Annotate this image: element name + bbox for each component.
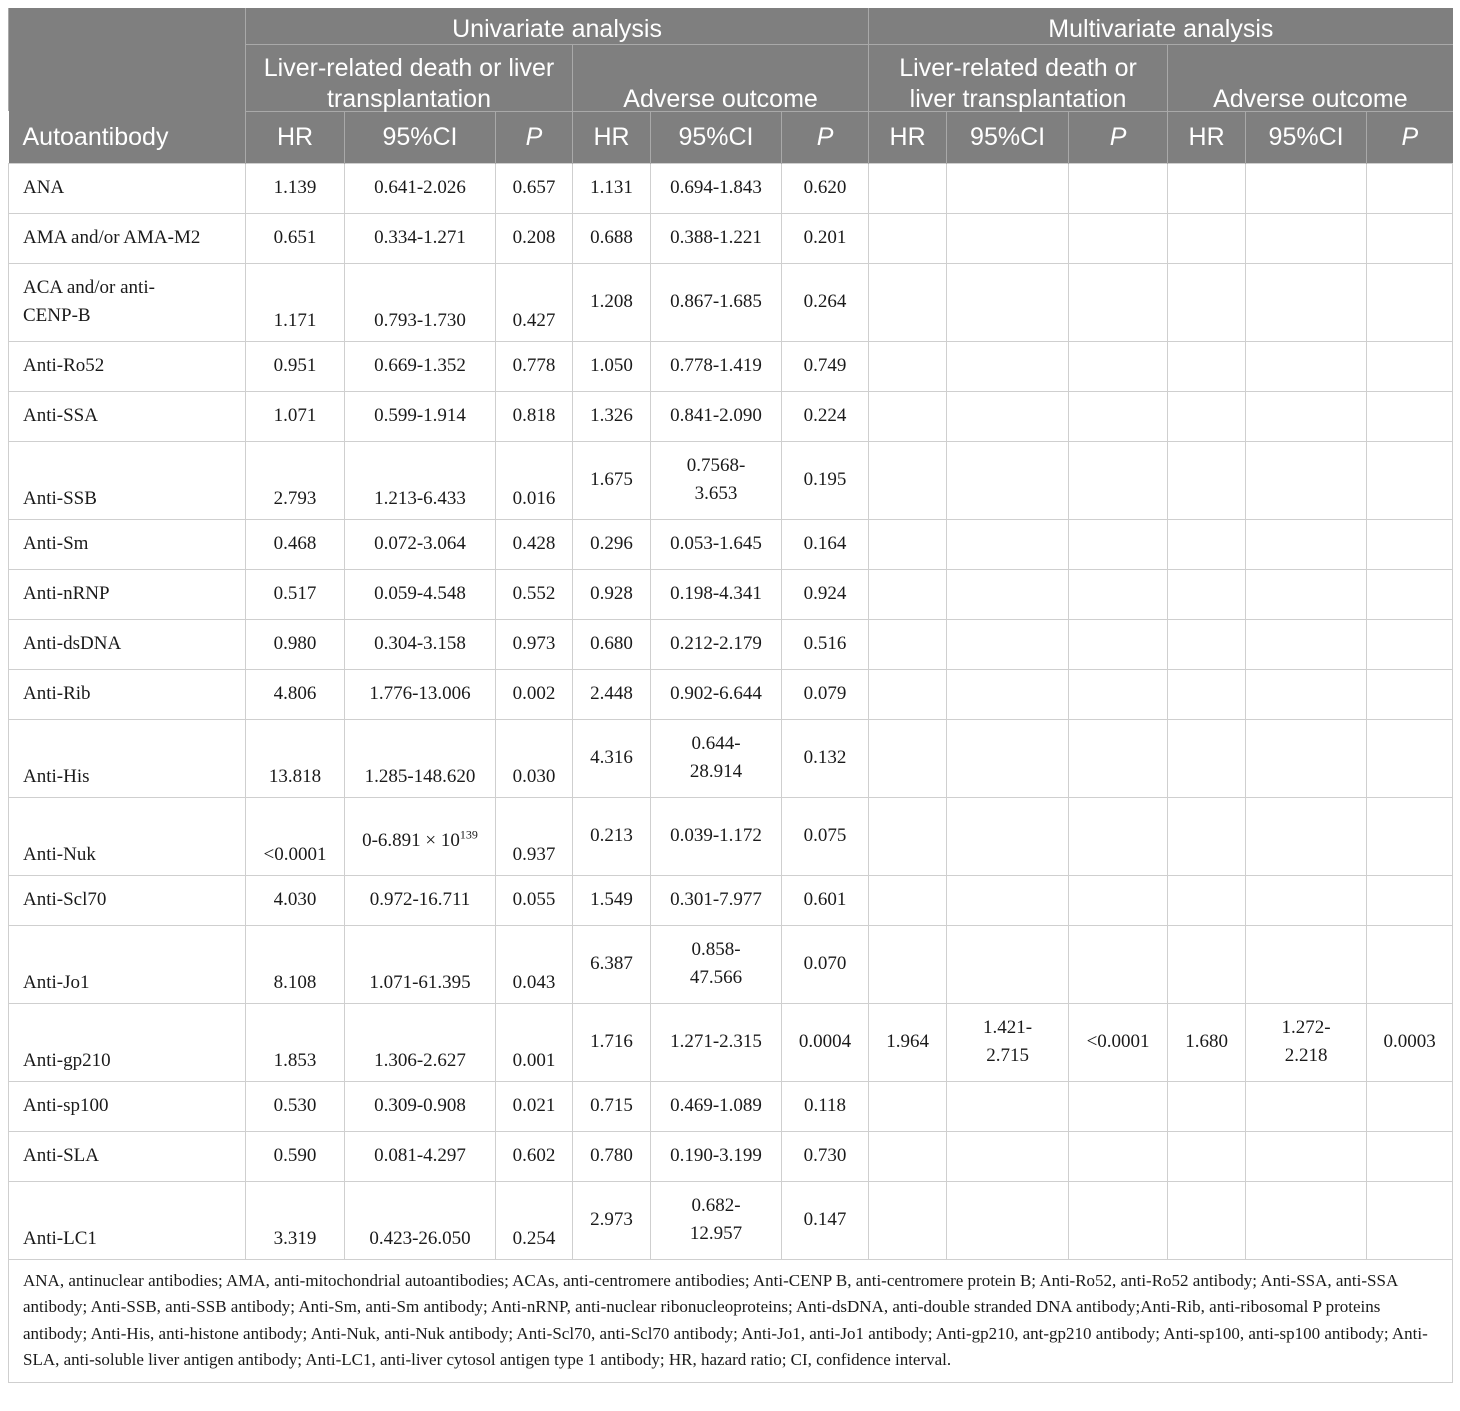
- row-name: Anti-gp210: [9, 1003, 246, 1081]
- adverse-uni-header: [573, 44, 869, 111]
- liver-related-uni-label: Liver-related death or liver transplantation: [263, 53, 555, 113]
- hr-cell: 1.131: [573, 163, 651, 213]
- hr-cell: <0.0001: [246, 797, 345, 875]
- empty-cell: [1246, 619, 1367, 669]
- empty-cell: [947, 925, 1069, 1003]
- empty-cell: [869, 619, 947, 669]
- empty-cell: [1168, 341, 1246, 391]
- empty-cell: [1069, 619, 1168, 669]
- adverse-uni-label: Adverse outcome: [623, 84, 818, 113]
- hr-cell: 4.030: [246, 875, 345, 925]
- hr-cell: 0.530: [246, 1081, 345, 1131]
- ci-cell: 0.334-1.271: [345, 213, 496, 263]
- ci-cell: 0.423-26.050: [345, 1181, 496, 1259]
- empty-cell: [1367, 391, 1453, 441]
- autoantibody-col-header: Autoantibody: [9, 111, 246, 163]
- hr-cell: 1.549: [573, 875, 651, 925]
- hr-cell: 0.468: [246, 519, 345, 569]
- ci-base: 0-6.891 × 10: [362, 829, 460, 851]
- hr-cell: 1.675: [573, 441, 651, 519]
- empty-cell: [1367, 569, 1453, 619]
- hr-col-header: HR: [573, 111, 651, 163]
- empty-cell: [1168, 925, 1246, 1003]
- p-cell: 0.164: [782, 519, 869, 569]
- table-row: [9, 341, 1453, 391]
- hr-cell: 1.171: [246, 263, 345, 341]
- table-row: [9, 1081, 1453, 1131]
- row-name: Anti-SSB: [9, 441, 246, 519]
- empty-cell: [947, 569, 1069, 619]
- empty-cell: [1367, 925, 1453, 1003]
- empty-cell: [1367, 441, 1453, 519]
- ci-cell: 0.641-2.026: [345, 163, 496, 213]
- empty-cell: [1069, 925, 1168, 1003]
- empty-cell: [1367, 341, 1453, 391]
- empty-cell: [1367, 1081, 1453, 1131]
- ci-cell: 0.059-4.548: [345, 569, 496, 619]
- ci-cell: 0.793-1.730: [345, 263, 496, 341]
- empty-cell: [947, 1081, 1069, 1131]
- p-cell: 0.973: [496, 619, 573, 669]
- empty-cell: [1367, 669, 1453, 719]
- empty-cell: [1246, 569, 1367, 619]
- empty-cell: [947, 1181, 1069, 1259]
- ci-cell: 0.858-47.566: [651, 925, 782, 1003]
- ci-cell: 0.304-3.158: [345, 619, 496, 669]
- table-row: [9, 1181, 1453, 1259]
- liver-related-uni-header: [246, 44, 573, 111]
- table-row: [9, 1131, 1453, 1181]
- adverse-multi-header: [1168, 44, 1453, 111]
- empty-cell: [1168, 619, 1246, 669]
- row-name: Anti-Scl70: [9, 875, 246, 925]
- p-cell: 0.657: [496, 163, 573, 213]
- ci-cell: 0.972-16.711: [345, 875, 496, 925]
- empty-cell: [1168, 797, 1246, 875]
- empty-cell: [1069, 341, 1168, 391]
- hr-cell: 0.688: [573, 213, 651, 263]
- empty-cell: [869, 341, 947, 391]
- ci-cell: 0.644-28.914: [651, 719, 782, 797]
- p-cell: 0.195: [782, 441, 869, 519]
- table-row: [9, 163, 1453, 213]
- p-cell: 0.778: [496, 341, 573, 391]
- ci-col-header: 95%CI: [651, 111, 782, 163]
- empty-cell: [947, 341, 1069, 391]
- ci-cell: 1.272-2.218: [1246, 1003, 1367, 1081]
- empty-cell: [947, 719, 1069, 797]
- hr-col-header: HR: [1168, 111, 1246, 163]
- header-blank-2: [9, 44, 246, 111]
- empty-cell: [1367, 719, 1453, 797]
- empty-cell: [1367, 263, 1453, 341]
- table-footnote: ANA, antinuclear antibodies; AMA, anti-mitochondrial autoantibodies; ACAs, anti-centromere antibodies; Anti-CENP B, anti-centromere protein B; Anti-Ro52, anti-Ro52 antibody; Anti-SSA, anti-SSA antibody; Anti-SSB, anti-SSB antibody; Anti-Sm, anti-Sm antibody; Anti-nRNP, anti-nuclear ribonucleoproteins; Anti-dsDNA, anti-double stranded DNA antibody;Anti-Rib, anti-ribosomal P proteins antibody; Anti-His, anti-histone antibody; Anti-Nuk, anti-Nuk antibody; Anti-Scl70, anti-Scl70 antibody; Anti-Jo1, anti-Jo1 antibody; Anti-gp210, ant-gp210 antibody; Anti-sp100, anti-sp100 antibody; Anti-SLA, anti-soluble liver antigen antibody; Anti-LC1, anti-liver cytosol antigen type 1 antibody; HR, hazard ratio; CI, confidence interval.: [9, 1259, 1453, 1382]
- empty-cell: [1168, 719, 1246, 797]
- empty-cell: [1069, 519, 1168, 569]
- empty-cell: [1367, 1181, 1453, 1259]
- empty-cell: [1168, 1181, 1246, 1259]
- empty-cell: [1367, 797, 1453, 875]
- ci-cell: 0.599-1.914: [345, 391, 496, 441]
- hr-cell: 0.517: [246, 569, 345, 619]
- hr-cell: 2.448: [573, 669, 651, 719]
- hr-cell: 1.680: [1168, 1003, 1246, 1081]
- ci-cell: 0.7568-3.653: [651, 441, 782, 519]
- row-name: Anti-SLA: [9, 1131, 246, 1181]
- p-cell: 0.428: [496, 519, 573, 569]
- empty-cell: [947, 1131, 1069, 1181]
- table-row: [9, 669, 1453, 719]
- p-cell: 0.043: [496, 925, 573, 1003]
- empty-cell: [1367, 213, 1453, 263]
- hr-cell: 0.296: [573, 519, 651, 569]
- p-cell: 0.075: [782, 797, 869, 875]
- empty-cell: [1367, 519, 1453, 569]
- hr-col-header: HR: [246, 111, 345, 163]
- p-col-header: P: [782, 111, 869, 163]
- p-cell: 0.516: [782, 619, 869, 669]
- empty-cell: [947, 263, 1069, 341]
- empty-cell: [1069, 1181, 1168, 1259]
- empty-cell: [869, 1131, 947, 1181]
- p-cell: 0.016: [496, 441, 573, 519]
- p-cell: 0.118: [782, 1081, 869, 1131]
- hr-cell: 0.213: [573, 797, 651, 875]
- row-name: Anti-Rib: [9, 669, 246, 719]
- empty-cell: [1168, 163, 1246, 213]
- ci-cell: 0.694-1.843: [651, 163, 782, 213]
- ci-cell: 1.776-13.006: [345, 669, 496, 719]
- empty-cell: [1069, 797, 1168, 875]
- empty-cell: [1168, 1081, 1246, 1131]
- row-name: Anti-LC1: [9, 1181, 246, 1259]
- empty-cell: [1367, 163, 1453, 213]
- row-name: Anti-Nuk: [9, 797, 246, 875]
- ci-cell: [345, 797, 496, 875]
- empty-cell: [947, 163, 1069, 213]
- empty-cell: [1367, 1131, 1453, 1181]
- empty-cell: [1069, 719, 1168, 797]
- hr-cell: 0.780: [573, 1131, 651, 1181]
- empty-cell: [1246, 875, 1367, 925]
- ci-cell: 0.039-1.172: [651, 797, 782, 875]
- table-row: [9, 719, 1453, 797]
- empty-cell: [1069, 391, 1168, 441]
- empty-cell: [947, 213, 1069, 263]
- ci-cell: 1.071-61.395: [345, 925, 496, 1003]
- p-cell: 0.924: [782, 569, 869, 619]
- hr-col-header: HR: [869, 111, 947, 163]
- ci-cell: 0.198-4.341: [651, 569, 782, 619]
- ci-cell: 0.902-6.644: [651, 669, 782, 719]
- empty-cell: [1168, 391, 1246, 441]
- empty-cell: [1246, 719, 1367, 797]
- table-row: [9, 519, 1453, 569]
- empty-cell: [1168, 263, 1246, 341]
- p-cell: 0.602: [496, 1131, 573, 1181]
- table-row: [9, 619, 1453, 669]
- p-col-header: P: [496, 111, 573, 163]
- empty-cell: [1168, 1131, 1246, 1181]
- ci-cell: 1.271-2.315: [651, 1003, 782, 1081]
- ci-col-header: 95%CI: [345, 111, 496, 163]
- empty-cell: [1168, 213, 1246, 263]
- hr-cell: 3.319: [246, 1181, 345, 1259]
- empty-cell: [1246, 213, 1367, 263]
- empty-cell: [1246, 1081, 1367, 1131]
- empty-cell: [947, 519, 1069, 569]
- hr-cell: 0.715: [573, 1081, 651, 1131]
- empty-cell: [869, 1081, 947, 1131]
- p-cell: 0.620: [782, 163, 869, 213]
- empty-cell: [1246, 669, 1367, 719]
- p-cell: 0.601: [782, 875, 869, 925]
- empty-cell: [1246, 1181, 1367, 1259]
- p-cell: 0.001: [496, 1003, 573, 1081]
- empty-cell: [1069, 875, 1168, 925]
- ci-cell: 0.301-7.977: [651, 875, 782, 925]
- p-cell: 0.224: [782, 391, 869, 441]
- ci-exponent: 139: [459, 827, 478, 842]
- row-name: Anti-dsDNA: [9, 619, 246, 669]
- hr-cell: 0.680: [573, 619, 651, 669]
- row-name: Anti-His: [9, 719, 246, 797]
- empty-cell: [1246, 925, 1367, 1003]
- empty-cell: [1069, 163, 1168, 213]
- empty-cell: [1367, 619, 1453, 669]
- hr-cell: 8.108: [246, 925, 345, 1003]
- ci-cell: 0.867-1.685: [651, 263, 782, 341]
- table-row: [9, 925, 1453, 1003]
- hr-cell: 2.973: [573, 1181, 651, 1259]
- empty-cell: [1246, 341, 1367, 391]
- p-cell: 0.030: [496, 719, 573, 797]
- empty-cell: [1069, 263, 1168, 341]
- ci-col-header: 95%CI: [947, 111, 1069, 163]
- empty-cell: [1168, 669, 1246, 719]
- empty-cell: [1069, 1131, 1168, 1181]
- adverse-multi-label: Adverse outcome: [1213, 84, 1408, 113]
- empty-cell: [1168, 569, 1246, 619]
- table-row: [9, 875, 1453, 925]
- ci-cell: 0.469-1.089: [651, 1081, 782, 1131]
- univariate-header: Univariate analysis: [246, 8, 869, 44]
- table-row: [9, 441, 1453, 519]
- p-cell: 0.730: [782, 1131, 869, 1181]
- liver-related-multi-header: [869, 44, 1168, 111]
- hr-cell: 1.071: [246, 391, 345, 441]
- empty-cell: [1069, 569, 1168, 619]
- empty-cell: [1069, 669, 1168, 719]
- p-cell: 0.055: [496, 875, 573, 925]
- empty-cell: [869, 263, 947, 341]
- empty-cell: [1246, 391, 1367, 441]
- table-container: [8, 8, 1452, 1383]
- empty-cell: [1168, 519, 1246, 569]
- empty-cell: [947, 391, 1069, 441]
- hr-cell: 13.818: [246, 719, 345, 797]
- empty-cell: [1246, 1131, 1367, 1181]
- hr-cell: 6.387: [573, 925, 651, 1003]
- ci-cell: 0.212-2.179: [651, 619, 782, 669]
- hr-cell: 1.964: [869, 1003, 947, 1081]
- empty-cell: [869, 391, 947, 441]
- p-cell: 0.749: [782, 341, 869, 391]
- table-row: [9, 391, 1453, 441]
- ci-cell: 0.669-1.352: [345, 341, 496, 391]
- p-cell: 0.0004: [782, 1003, 869, 1081]
- empty-cell: [947, 619, 1069, 669]
- p-cell: 0.937: [496, 797, 573, 875]
- p-cell: 0.552: [496, 569, 573, 619]
- ci-cell: 0.388-1.221: [651, 213, 782, 263]
- table-row: [9, 569, 1453, 619]
- ci-cell: 1.306-2.627: [345, 1003, 496, 1081]
- ci-cell: 0.190-3.199: [651, 1131, 782, 1181]
- hr-cell: 1.716: [573, 1003, 651, 1081]
- p-cell: 0.254: [496, 1181, 573, 1259]
- empty-cell: [869, 213, 947, 263]
- empty-cell: [869, 519, 947, 569]
- table-row: [9, 797, 1453, 875]
- ci-cell: 1.213-6.433: [345, 441, 496, 519]
- p-col-header: P: [1069, 111, 1168, 163]
- ci-cell: 1.285-148.620: [345, 719, 496, 797]
- empty-cell: [1246, 797, 1367, 875]
- ci-cell: 0.778-1.419: [651, 341, 782, 391]
- empty-cell: [869, 441, 947, 519]
- row-name: Anti-Sm: [9, 519, 246, 569]
- hr-cell: 4.316: [573, 719, 651, 797]
- hr-cell: 1.208: [573, 263, 651, 341]
- empty-cell: [1246, 519, 1367, 569]
- hr-cell: 4.806: [246, 669, 345, 719]
- hr-cell: 0.928: [573, 569, 651, 619]
- ci-cell: 0.309-0.908: [345, 1081, 496, 1131]
- ci-cell: 0.081-4.297: [345, 1131, 496, 1181]
- empty-cell: [869, 569, 947, 619]
- row-name: Anti-Jo1: [9, 925, 246, 1003]
- multivariate-header: Multivariate analysis: [869, 8, 1453, 44]
- row-name: Anti-SSA: [9, 391, 246, 441]
- empty-cell: [947, 669, 1069, 719]
- empty-cell: [947, 875, 1069, 925]
- ci-cell: 0.682-12.957: [651, 1181, 782, 1259]
- ci-cell: 0.072-3.064: [345, 519, 496, 569]
- empty-cell: [947, 797, 1069, 875]
- empty-cell: [869, 719, 947, 797]
- hr-cell: 1.139: [246, 163, 345, 213]
- row-name: Anti-Ro52: [9, 341, 246, 391]
- ci-cell: 0.053-1.645: [651, 519, 782, 569]
- hr-cell: 1.326: [573, 391, 651, 441]
- p-cell: 0.002: [496, 669, 573, 719]
- empty-cell: [1246, 163, 1367, 213]
- empty-cell: [947, 441, 1069, 519]
- row-name: ANA: [9, 163, 246, 213]
- row-name: AMA and/or AMA-M2: [9, 213, 246, 263]
- autoantibody-table: [8, 8, 1453, 1383]
- table-row: [9, 213, 1453, 263]
- empty-cell: [869, 925, 947, 1003]
- footnote-row: [9, 1259, 1453, 1382]
- p-cell: 0.208: [496, 213, 573, 263]
- table-row: [9, 263, 1453, 341]
- table-row: [9, 1003, 1453, 1081]
- empty-cell: [1246, 441, 1367, 519]
- ci-cell: 1.421-2.715: [947, 1003, 1069, 1081]
- hr-cell: 0.951: [246, 341, 345, 391]
- hr-cell: 0.651: [246, 213, 345, 263]
- row-name: Anti-sp100: [9, 1081, 246, 1131]
- empty-cell: [1246, 263, 1367, 341]
- empty-cell: [1168, 441, 1246, 519]
- empty-cell: [1168, 875, 1246, 925]
- p-cell: 0.070: [782, 925, 869, 1003]
- ci-cell: 0.841-2.090: [651, 391, 782, 441]
- empty-cell: [1367, 875, 1453, 925]
- p-cell: 0.147: [782, 1181, 869, 1259]
- empty-cell: [869, 1181, 947, 1259]
- hr-cell: 0.590: [246, 1131, 345, 1181]
- empty-cell: [869, 669, 947, 719]
- p-cell: 0.079: [782, 669, 869, 719]
- p-cell: 0.021: [496, 1081, 573, 1131]
- empty-cell: [869, 875, 947, 925]
- p-cell: <0.0001: [1069, 1003, 1168, 1081]
- p-cell: 0.201: [782, 213, 869, 263]
- hr-cell: 1.050: [573, 341, 651, 391]
- empty-cell: [869, 797, 947, 875]
- p-col-header: P: [1367, 111, 1453, 163]
- p-cell: 0.264: [782, 263, 869, 341]
- empty-cell: [1069, 213, 1168, 263]
- empty-cell: [1069, 441, 1168, 519]
- row-name: ACA and/or anti-CENP-B: [9, 263, 246, 341]
- ci-col-header: 95%CI: [1246, 111, 1367, 163]
- row-name: Anti-nRNP: [9, 569, 246, 619]
- hr-cell: 2.793: [246, 441, 345, 519]
- header-blank: [9, 8, 246, 44]
- p-cell: 0.818: [496, 391, 573, 441]
- hr-cell: 0.980: [246, 619, 345, 669]
- empty-cell: [869, 163, 947, 213]
- empty-cell: [1069, 1081, 1168, 1131]
- p-cell: 0.132: [782, 719, 869, 797]
- hr-cell: 1.853: [246, 1003, 345, 1081]
- p-cell: 0.0003: [1367, 1003, 1453, 1081]
- liver-related-multi-label: Liver-related death or liver transplantation: [899, 53, 1137, 113]
- p-cell: 0.427: [496, 263, 573, 341]
